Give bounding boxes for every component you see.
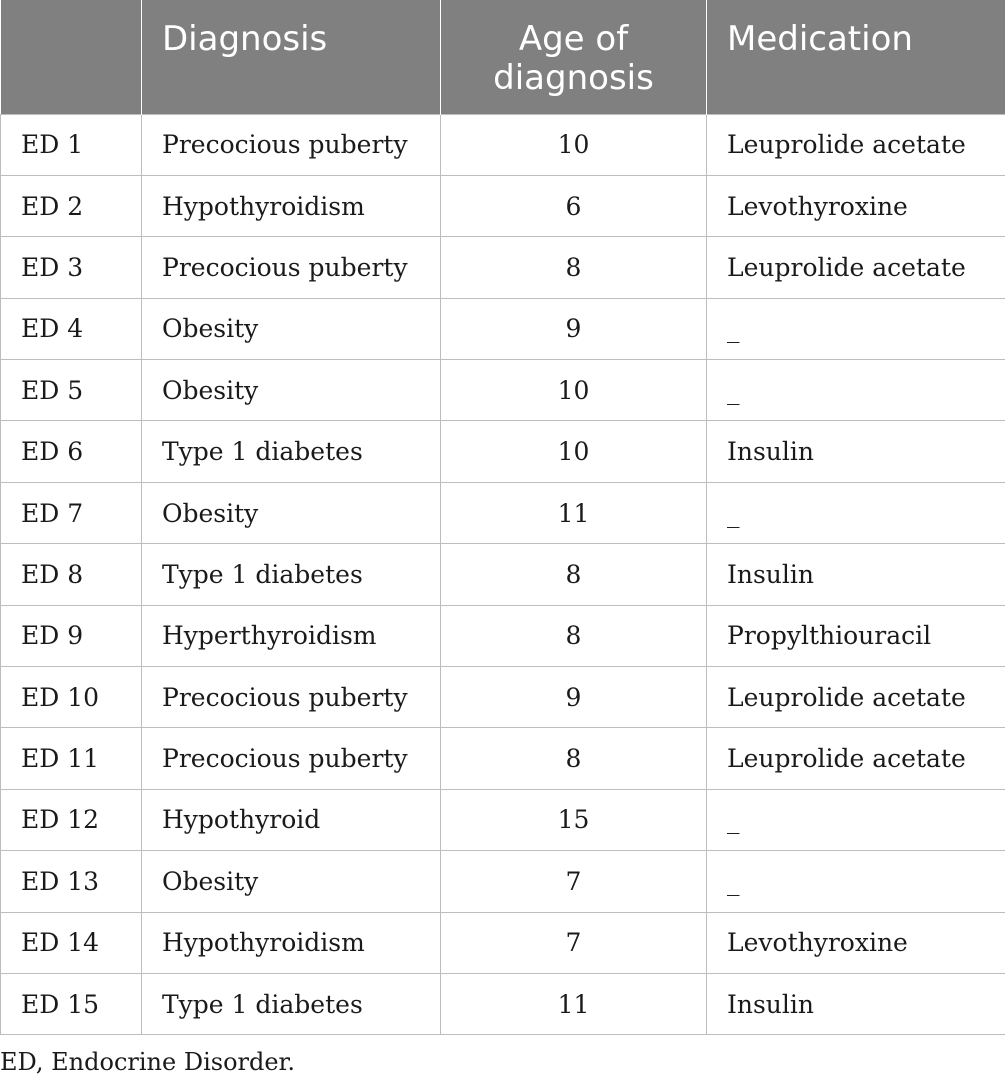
- cell-id: ED 8: [1, 544, 142, 605]
- table-body: [1, 114, 1005, 1035]
- cell-diagnosis: Precocious puberty: [142, 728, 441, 789]
- cell-id: ED 13: [1, 851, 142, 912]
- cell-age-of-diagnosis: 7: [441, 851, 707, 912]
- cell-diagnosis: Obesity: [142, 360, 441, 421]
- cell-medication: Leuprolide acetate: [707, 728, 1005, 789]
- cell-medication: Insulin: [707, 544, 1005, 605]
- cell-id: ED 15: [1, 973, 142, 1034]
- cell-id: ED 5: [1, 360, 142, 421]
- cell-id: ED 14: [1, 912, 142, 973]
- table-row: [1, 360, 1005, 421]
- cell-medication: _: [707, 482, 1005, 543]
- cell-age-of-diagnosis: 8: [441, 544, 707, 605]
- header-row: [1, 0, 1005, 114]
- cell-id: ED 7: [1, 482, 142, 543]
- cell-medication: Leuprolide acetate: [707, 237, 1005, 298]
- cell-age-of-diagnosis: 11: [441, 482, 707, 543]
- table-footnote: ED, Endocrine Disorder.: [0, 1048, 296, 1076]
- table-row: [1, 544, 1005, 605]
- cell-medication: _: [707, 851, 1005, 912]
- cell-id: ED 4: [1, 298, 142, 359]
- table-header: [1, 0, 1005, 114]
- cell-id: ED 9: [1, 605, 142, 666]
- cell-diagnosis: Obesity: [142, 482, 441, 543]
- cell-diagnosis: Type 1 diabetes: [142, 973, 441, 1034]
- header-age-of-diagnosis: Age of diagnosis: [441, 0, 707, 114]
- header-id: [1, 0, 142, 114]
- table-row: [1, 298, 1005, 359]
- table-row: [1, 912, 1005, 973]
- cell-id: ED 1: [1, 114, 142, 175]
- cell-id: ED 10: [1, 667, 142, 728]
- table-row: [1, 175, 1005, 236]
- cell-age-of-diagnosis: 10: [441, 360, 707, 421]
- cell-diagnosis: Precocious puberty: [142, 237, 441, 298]
- cell-medication: _: [707, 789, 1005, 850]
- cell-id: ED 12: [1, 789, 142, 850]
- cell-age-of-diagnosis: 9: [441, 667, 707, 728]
- cell-age-of-diagnosis: 8: [441, 237, 707, 298]
- table-row: [1, 728, 1005, 789]
- table-row: [1, 482, 1005, 543]
- cell-age-of-diagnosis: 7: [441, 912, 707, 973]
- cell-diagnosis: Precocious puberty: [142, 114, 441, 175]
- cell-medication: Leuprolide acetate: [707, 667, 1005, 728]
- header-diagnosis: Diagnosis: [142, 0, 441, 114]
- table-row: [1, 421, 1005, 482]
- cell-age-of-diagnosis: 8: [441, 728, 707, 789]
- cell-id: ED 3: [1, 237, 142, 298]
- cell-medication: Insulin: [707, 973, 1005, 1034]
- table-row: [1, 973, 1005, 1034]
- table-row: [1, 237, 1005, 298]
- cell-diagnosis: Hypothyroid: [142, 789, 441, 850]
- cell-age-of-diagnosis: 10: [441, 114, 707, 175]
- header-medication: Medication: [707, 0, 1005, 114]
- cell-id: ED 6: [1, 421, 142, 482]
- cell-id: ED 2: [1, 175, 142, 236]
- table-row: [1, 851, 1005, 912]
- cell-age-of-diagnosis: 6: [441, 175, 707, 236]
- cell-medication: _: [707, 360, 1005, 421]
- cell-medication: Propylthiouracil: [707, 605, 1005, 666]
- cell-diagnosis: Hypothyroidism: [142, 175, 441, 236]
- cell-age-of-diagnosis: 15: [441, 789, 707, 850]
- cell-medication: Levothyroxine: [707, 912, 1005, 973]
- cell-medication: _: [707, 298, 1005, 359]
- cell-diagnosis: Obesity: [142, 851, 441, 912]
- cell-diagnosis: Precocious puberty: [142, 667, 441, 728]
- table-row: [1, 605, 1005, 666]
- cell-medication: Leuprolide acetate: [707, 114, 1005, 175]
- cell-age-of-diagnosis: 8: [441, 605, 707, 666]
- cell-age-of-diagnosis: 10: [441, 421, 707, 482]
- cell-age-of-diagnosis: 9: [441, 298, 707, 359]
- cell-id: ED 11: [1, 728, 142, 789]
- table-row: [1, 789, 1005, 850]
- cell-diagnosis: Type 1 diabetes: [142, 544, 441, 605]
- cell-diagnosis: Hypothyroidism: [142, 912, 441, 973]
- cell-diagnosis: Type 1 diabetes: [142, 421, 441, 482]
- cell-age-of-diagnosis: 11: [441, 973, 707, 1034]
- cell-medication: Levothyroxine: [707, 175, 1005, 236]
- table-row: [1, 114, 1005, 175]
- cell-medication: Insulin: [707, 421, 1005, 482]
- cell-diagnosis: Obesity: [142, 298, 441, 359]
- cell-diagnosis: Hyperthyroidism: [142, 605, 441, 666]
- table-row: [1, 667, 1005, 728]
